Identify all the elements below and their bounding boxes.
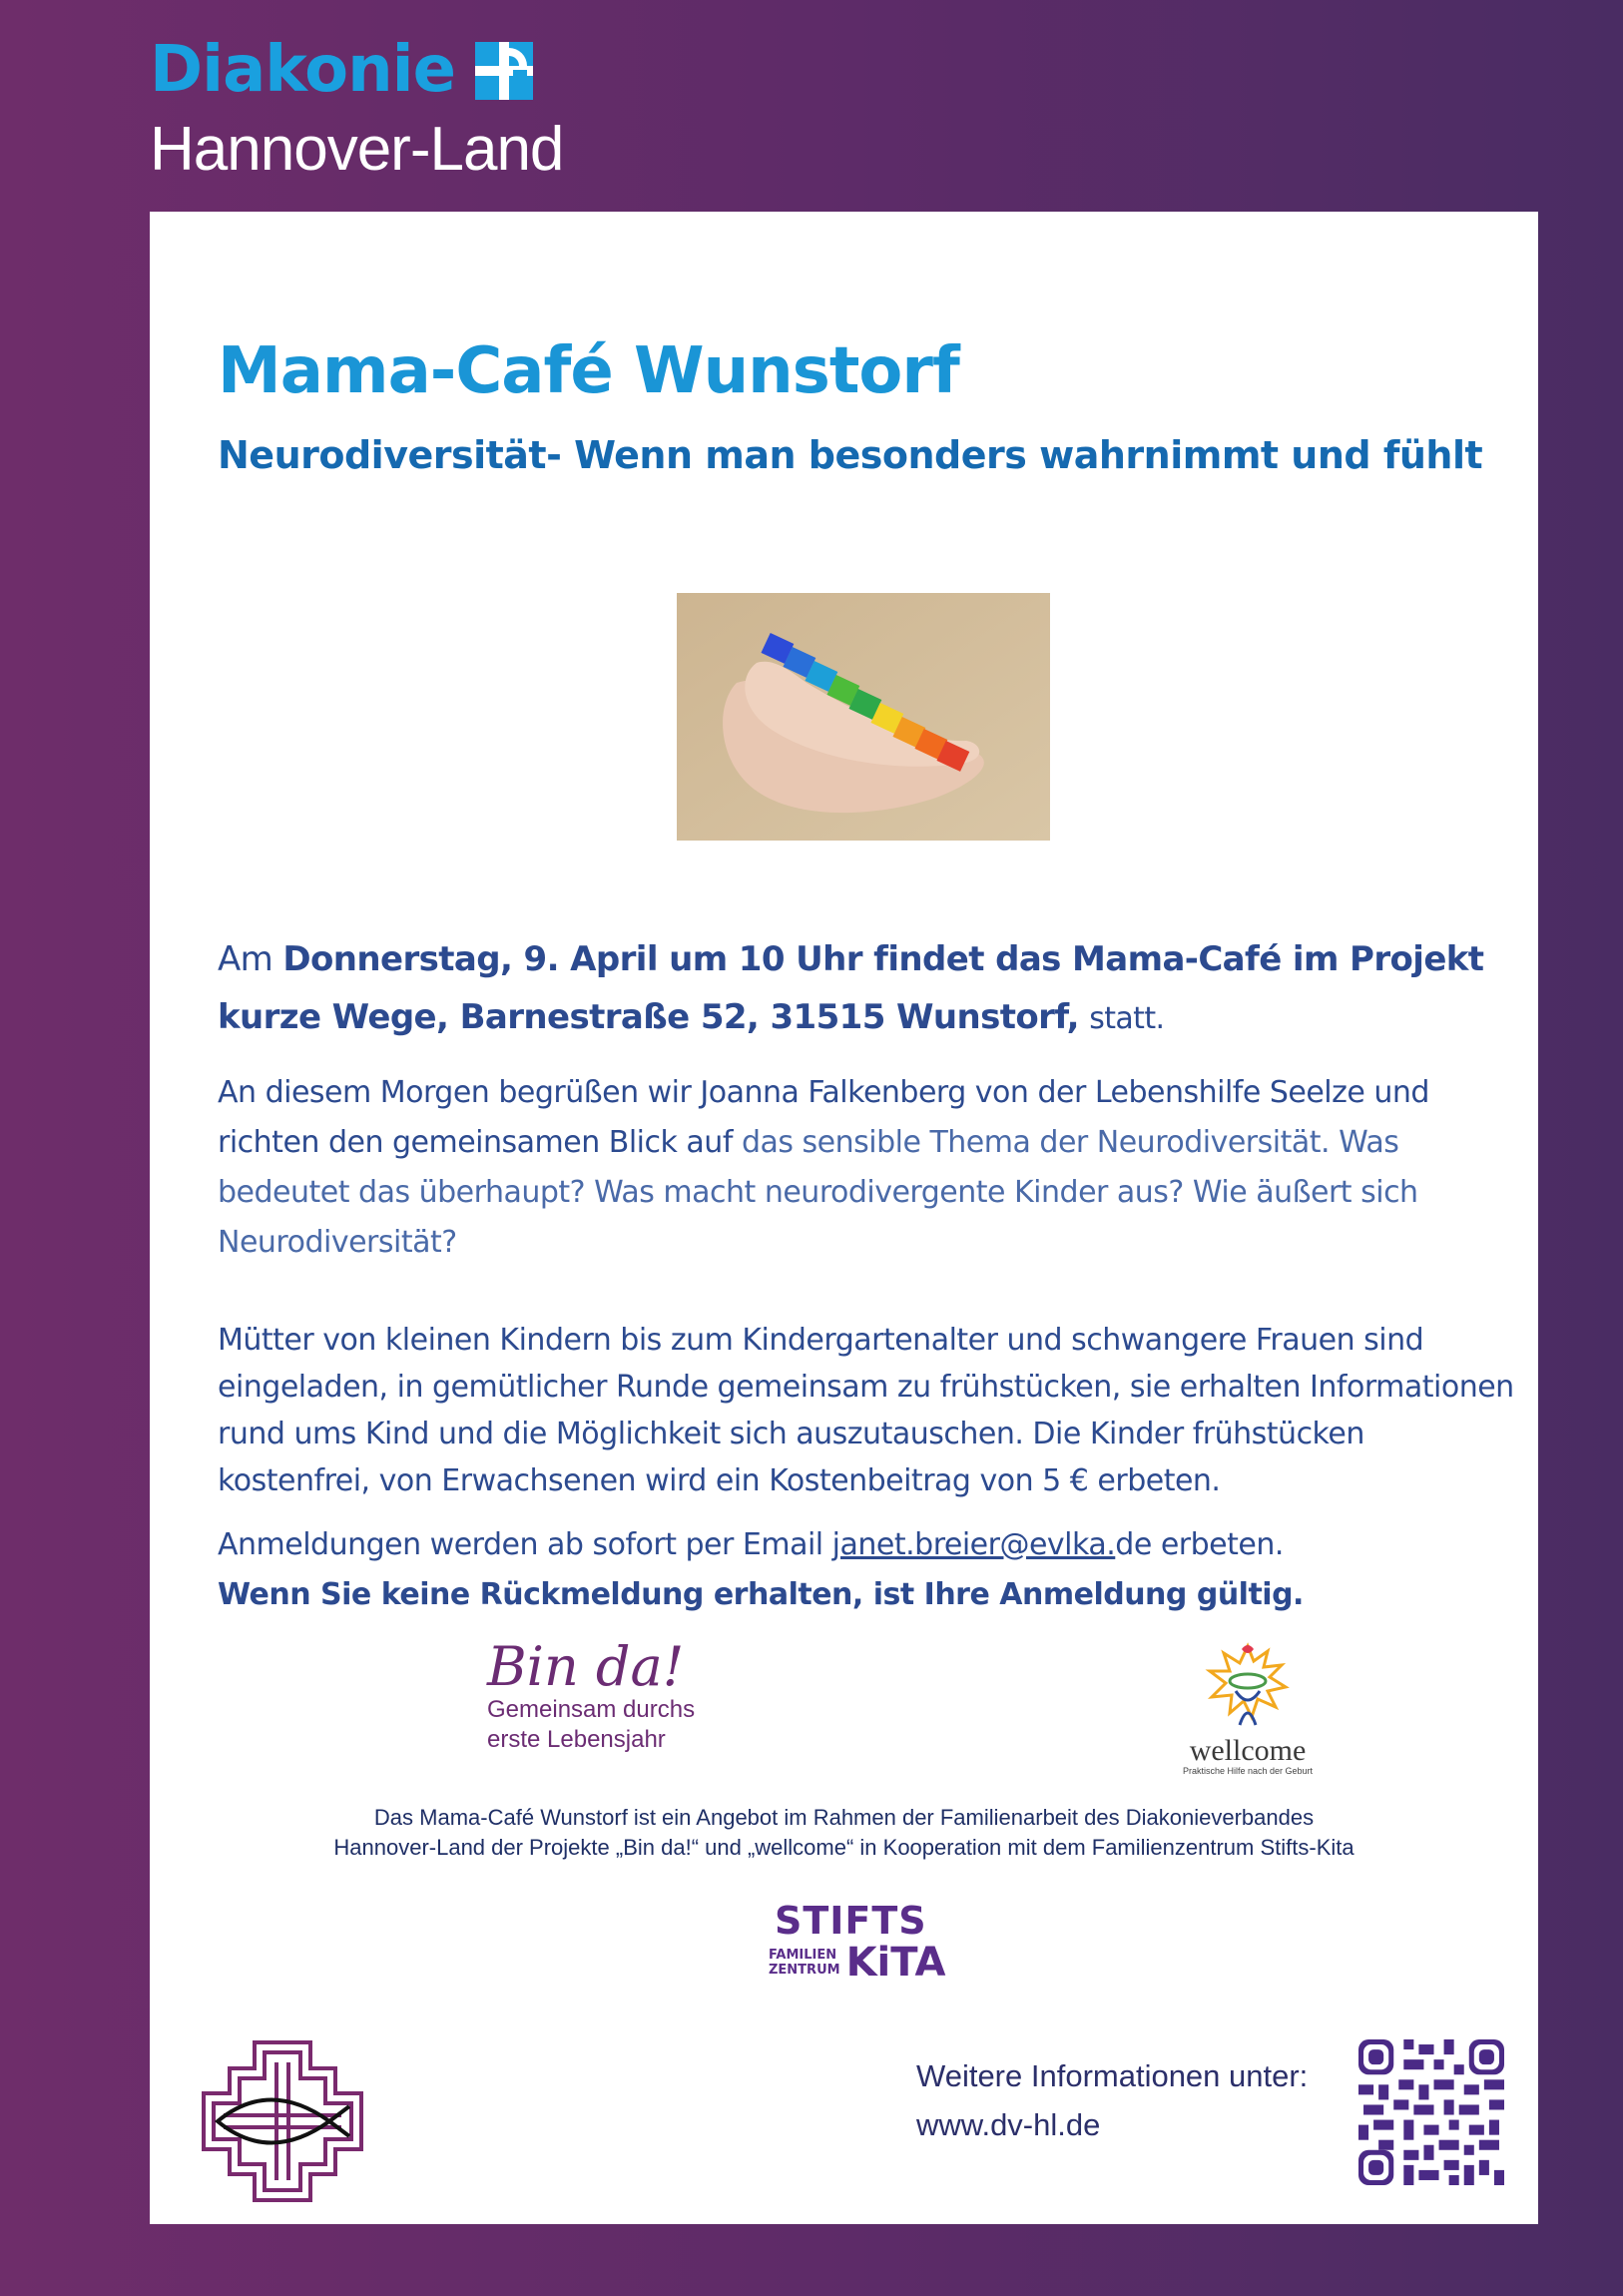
registration-paragraph: Anmeldungen werden ab sofort per Email janet.breier@evlka.de erbeten. Wenn Sie keine Rückmeldung erhalten, ist Ihre Anmeldung gültig. <box>218 1527 1304 1612</box>
diakonie-cross-icon <box>475 42 533 105</box>
brand-name: Diakonie <box>150 33 455 107</box>
wellcome-figure-icon <box>1198 1641 1298 1731</box>
event-date-location: Am Donnerstag, 9. April um 10 Uhr findet das Mama-Café im Projekt kurze Wege, Barnestraße 52, 31515 Wunstorf, statt. <box>218 939 1484 1037</box>
flyer-card <box>150 212 1538 2224</box>
cross-fish-logo-icon <box>200 2038 365 2209</box>
event-title: Mama-Café Wunstorf <box>218 334 959 408</box>
event-invitation-paragraph: Mütter von kleinen Kindern bis zum Kindergartenalter und schwangere Frauen sind eingeladen, in gemütlicher Runde gemeinsam zu frühstücken, sie erhalten Informationen rund ums Kind und die Möglichkeit sich auszutauschen. Die Kinder frühstücken kostenfrei, von Erwachsenen wird ein Kostenbeitrag von 5 € erbeten. <box>218 1323 1514 1498</box>
puzzle-hands-photo <box>677 593 1050 841</box>
wellcome-logo: wellcome Praktische Hilfe nach der Geburt <box>1138 1641 1357 1776</box>
event-subtitle: Neurodiversität- Wenn man besonders wahrnimmt und fühlt <box>218 433 1483 477</box>
diakonie-logo <box>150 33 564 184</box>
binda-logo: Bin da! Gemeinsam durchs erste Lebensjahr <box>487 1635 696 1753</box>
qr-code-icon[interactable] <box>1358 2039 1504 2190</box>
more-info: Weitere Informationen unter: www.dv-hl.de <box>916 2051 1308 2149</box>
email-link[interactable]: janet.breier@evlka. <box>831 1527 1116 1562</box>
region-name: Hannover-Land <box>150 115 564 184</box>
website-link[interactable]: www.dv-hl.de <box>916 2107 1101 2142</box>
event-topic-paragraph: An diesem Morgen begrüßen wir Joanna Falkenberg von der Lebenshilfe Seelze und richten den gemeinsamen Blick auf das sensible Thema der Neurodiversität. Was bedeutet das überhaupt? Was macht neurodivergente Kinder aus? Wie äußert sich Neurodiversität? <box>218 1075 1429 1260</box>
program-footnote: Das Mama-Café Wunstorf ist ein Angebot im Rahmen der Familienarbeit des Diakonieverbandes Hannover-Land der Projekte „Bin da!“ und „wellcome“ in Kooperation mit dem Familienzentrum Stifts-Kita <box>333 1805 1354 1860</box>
stifts-kita-logo: STIFTS FAMILIEN ZENTRUM KiTA <box>769 1899 946 1986</box>
